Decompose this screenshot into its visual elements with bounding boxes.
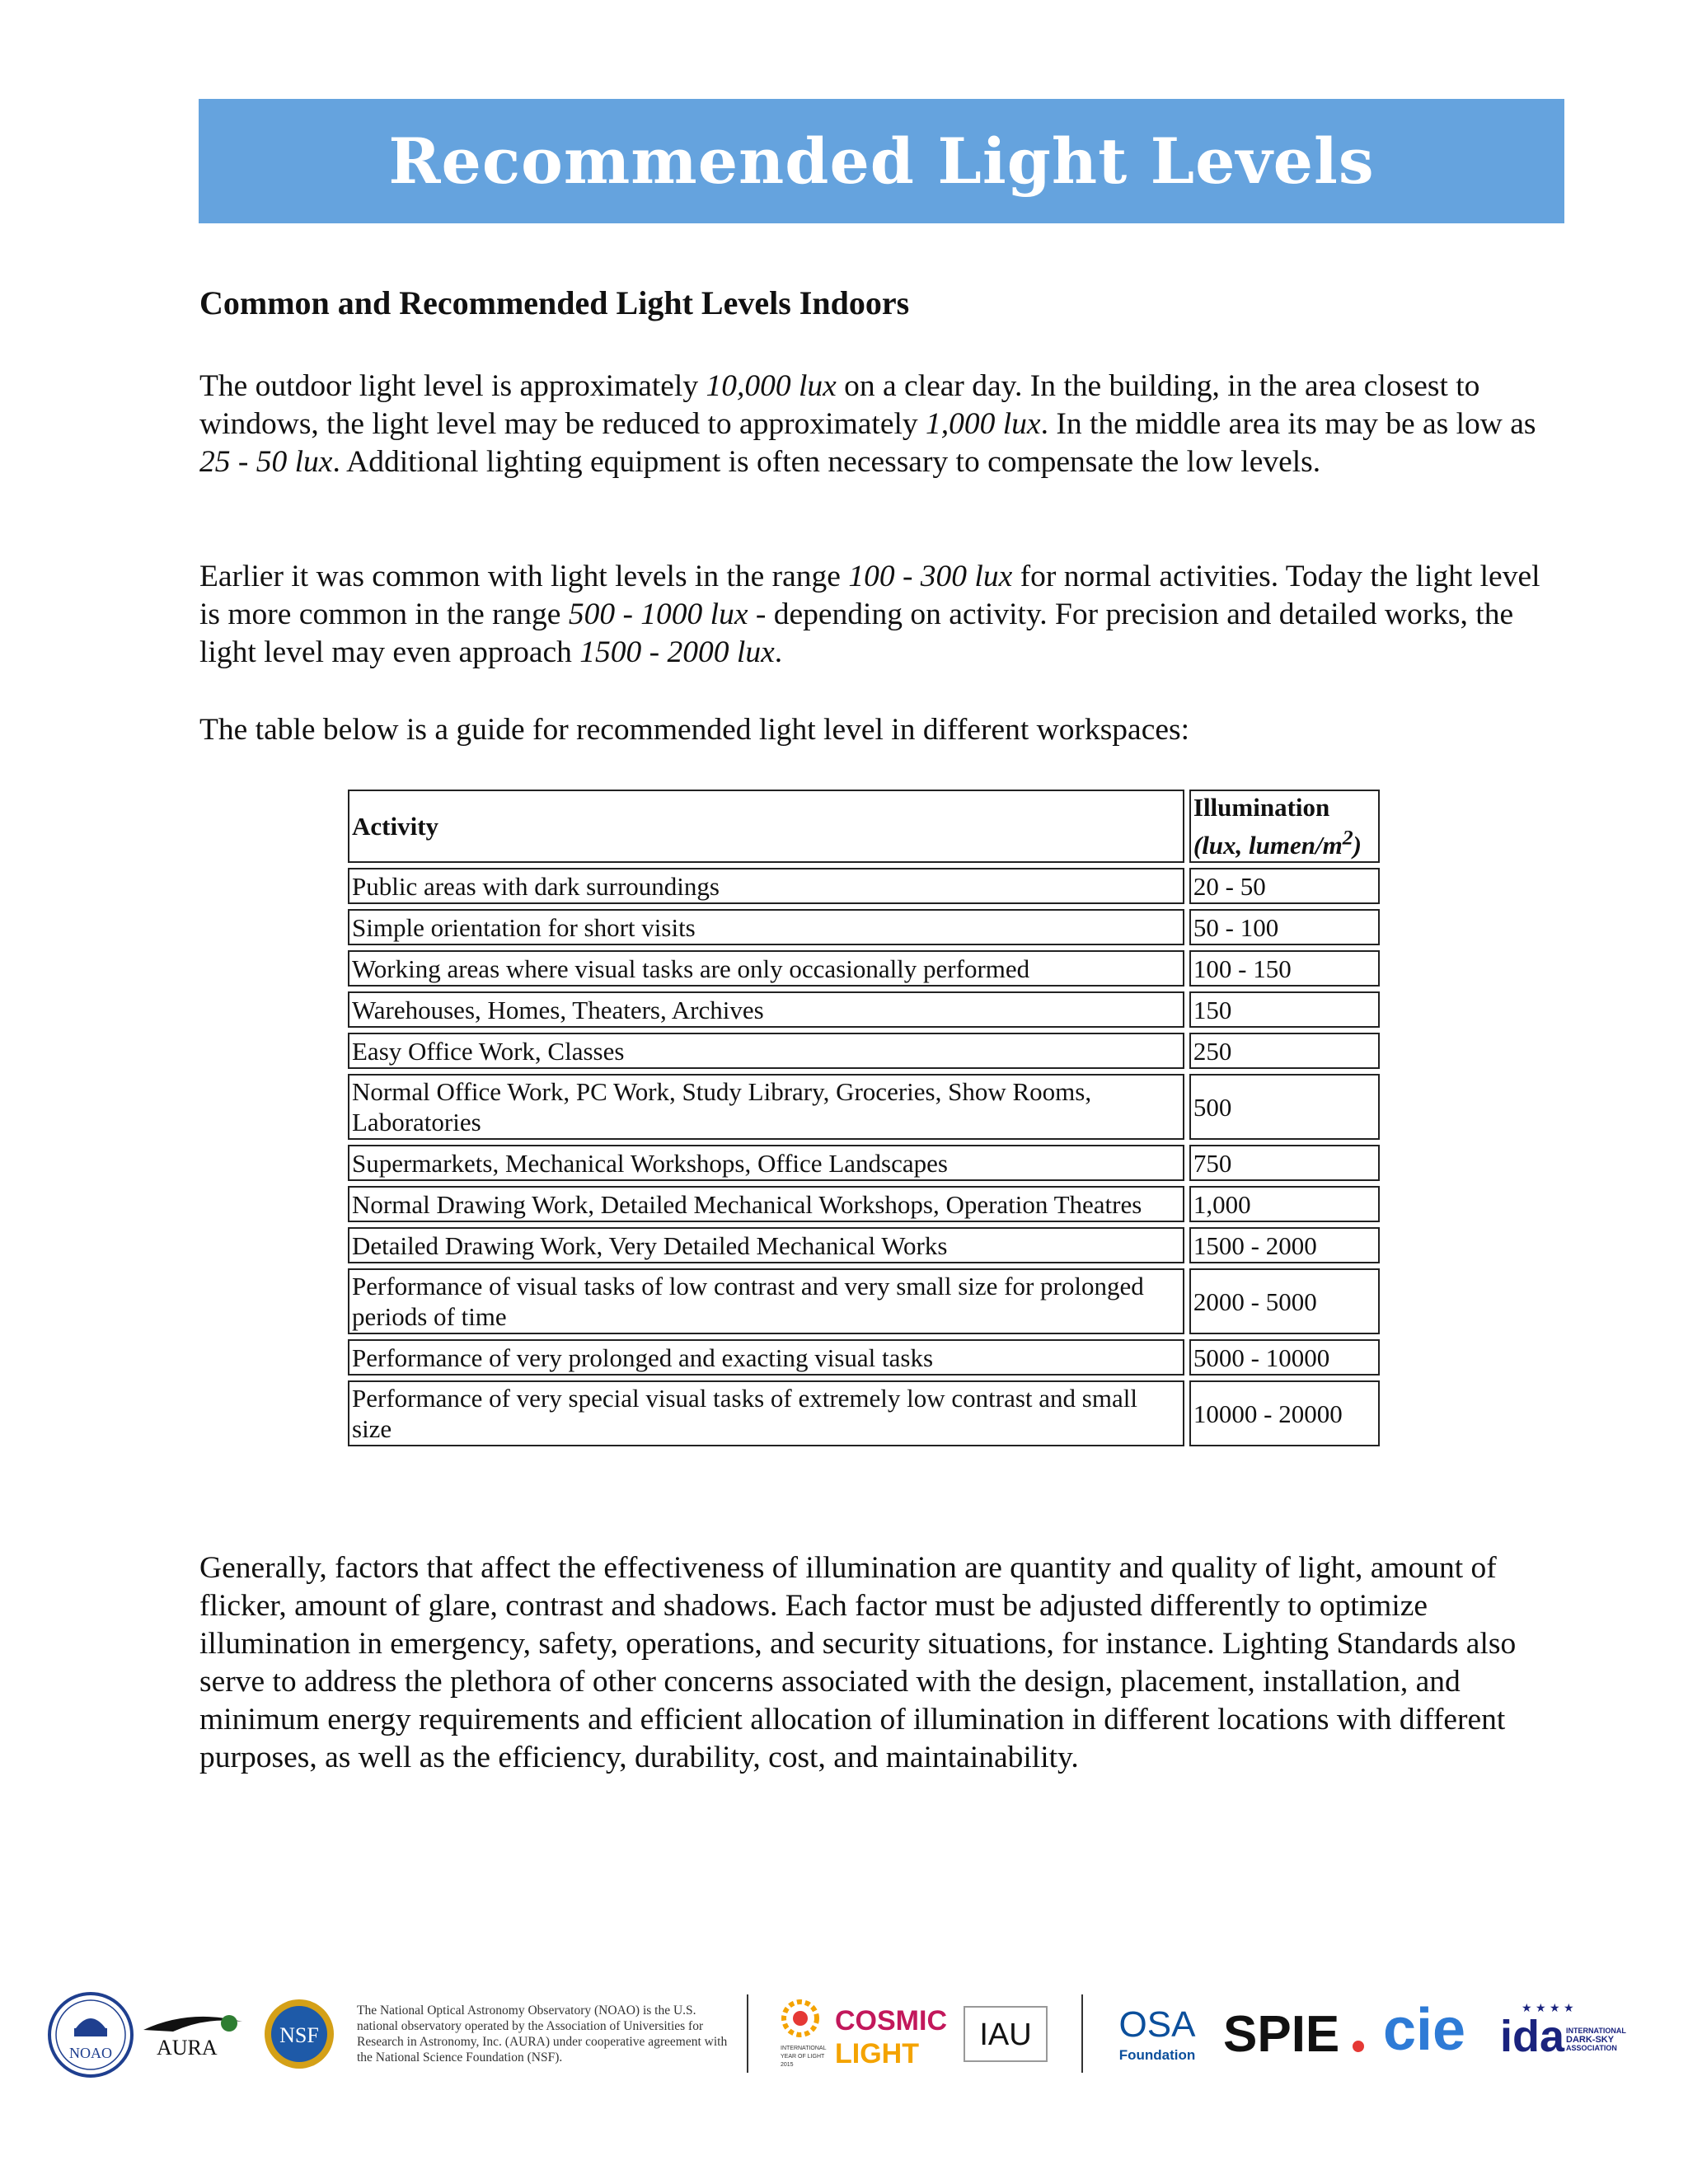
activity-cell: Warehouses, Homes, Theaters, Archives	[348, 991, 1184, 1028]
iyl-text-1: INTERNATIONAL	[781, 2046, 827, 2051]
text-run: . Additional lighting equipment is often necessary to compensate the low levels.	[332, 445, 1321, 479]
activity-cell: Supermarkets, Mechanical Workshops, Office Landscapes	[348, 1145, 1184, 1181]
iyl-text-2: YEAR OF LIGHT	[781, 2054, 825, 2060]
emphasis: 1,000 lux	[926, 407, 1041, 441]
table-row	[348, 1074, 1380, 1140]
ida-logo	[1498, 1994, 1630, 2068]
activity-cell: Normal Drawing Work, Detailed Mechanical Workshops, Operation Theatres	[348, 1186, 1184, 1222]
illumination-cell: 250	[1189, 1033, 1380, 1069]
factors-paragraph: Generally, factors that affect the effectiveness of illumination are quantity and quality of light, amount of flicker, amount of glare, contrast and shadows. Each factor must be adjusted differently to optimize illumination in emergency, safety, operations, and security situations, for instance. Lighting Standards also serve to address the plethora of other concerns associated with the design, placement, installation, and minimum energy requirements and efficient allocation of illumination in different locations with different purposes, as well as the efficiency, durability, cost, and maintainability.	[199, 1551, 1517, 1774]
footer	[0, 1966, 1688, 2089]
illumination-cell: 750	[1189, 1145, 1380, 1181]
table-row	[348, 1227, 1380, 1263]
activity-cell: Public areas with dark surroundings	[348, 868, 1184, 904]
ida-sub-2: DARK-SKY	[1566, 2035, 1615, 2045]
table-row	[348, 1268, 1380, 1334]
header-illumination-label: Illumination	[1193, 793, 1330, 822]
history-paragraph	[199, 558, 1551, 672]
text-run: on a clear day. In the building, in the area closest to windows, the light level may be reduced to approximately	[199, 369, 1480, 441]
activity-cell: Performance of very special visual tasks of extremely low contrast and small size	[348, 1380, 1184, 1446]
activity-cell: Normal Office Work, PC Work, Study Library, Groceries, Show Rooms, Laboratories	[348, 1074, 1184, 1140]
emphasis: 100 - 300 lux	[848, 560, 1013, 593]
cosmic-text: COSMIC	[835, 2005, 947, 2036]
text-run: for normal activities. Today the light level is more common in the range	[199, 560, 1540, 631]
illumination-cell: 1500 - 2000	[1189, 1227, 1380, 1263]
text-run: .	[774, 635, 783, 669]
table-intro-paragraph: The table below is a guide for recommended light level in different workspaces:	[199, 713, 1189, 747]
nsf-logo	[262, 1997, 336, 2071]
svg-text:★ ★ ★ ★: ★ ★ ★ ★	[1522, 2002, 1574, 2015]
header-illumination	[1189, 790, 1380, 863]
header-unit-text: (lux, lumen/m	[1193, 831, 1343, 860]
cie-logo	[1380, 1994, 1479, 2068]
noao-logo-text: NOAO	[69, 2045, 112, 2061]
table-row	[348, 1339, 1380, 1376]
nsf-logo-text: NSF	[279, 2023, 319, 2047]
footer-statement: The National Optical Astronomy Observatory (NOAO) is the U.S. national observatory operated by the Association of Universities for Research in Astronomy, Inc. (AURA) under cooperative agreement with the National Science Foundation (NSF).	[357, 2004, 728, 2064]
aura-logo	[140, 2005, 247, 2063]
noao-logo	[46, 1990, 135, 2079]
light-level-table	[343, 785, 1385, 1451]
iau-text: IAU	[979, 2018, 1032, 2052]
section-heading: Common and Recommended Light Levels Indoors	[199, 284, 910, 321]
page-title: Recommended Light Levels	[388, 124, 1375, 198]
illumination-cell: 100 - 150	[1189, 950, 1380, 987]
text-run: - depending on activity. For precision and detailed works, the light level may even approach	[199, 598, 1514, 669]
spie-logo	[1220, 1999, 1368, 2064]
emphasis: 500 - 1000 lux	[568, 598, 748, 631]
intro-paragraph	[199, 368, 1551, 481]
activity-cell: Working areas where visual tasks are only occasionally performed	[348, 950, 1184, 987]
cosmic-light-logo	[779, 1997, 947, 2073]
table-row	[348, 1145, 1380, 1181]
illumination-cell: 20 - 50	[1189, 868, 1380, 904]
illumination-cell: 10000 - 20000	[1189, 1380, 1380, 1446]
cie-text: cie	[1383, 1997, 1466, 2063]
illumination-cell: 500	[1189, 1074, 1380, 1140]
osa-text: OSA	[1118, 2004, 1196, 2045]
ida-sub-1: INTERNATIONAL	[1566, 2027, 1626, 2035]
activity-cell: Easy Office Work, Classes	[348, 1033, 1184, 1069]
iau-logo	[963, 2005, 1048, 2063]
text-run: Earlier it was common with light levels in the range	[199, 560, 849, 593]
activity-cell: Performance of visual tasks of low contrast and very small size for prolonged periods of time	[348, 1268, 1184, 1334]
activity-cell: Performance of very prolonged and exacting visual tasks	[348, 1339, 1184, 1376]
illumination-cell: 50 - 100	[1189, 909, 1380, 945]
iyl-text-3: 2015	[781, 2062, 794, 2068]
aura-logo-text: AURA	[157, 2036, 218, 2060]
header-unit-close: )	[1353, 831, 1362, 860]
illumination-cell: 2000 - 5000	[1189, 1268, 1380, 1334]
table-row	[348, 950, 1380, 987]
illumination-cell: 5000 - 10000	[1189, 1339, 1380, 1376]
osa-foundation-logo	[1108, 2000, 1207, 2068]
emphasis: 25 - 50 lux	[199, 445, 333, 479]
spie-text: SPIE	[1223, 2006, 1340, 2063]
emphasis: 10,000 lux	[706, 369, 837, 403]
text-run: The outdoor light level is approximately	[199, 369, 706, 403]
table-row	[348, 868, 1380, 904]
table-row	[348, 991, 1380, 1028]
footer-divider	[747, 1994, 748, 2073]
table-header-row	[348, 790, 1380, 863]
header-unit	[1193, 826, 1362, 860]
ida-text: ida	[1500, 2012, 1565, 2061]
text-run: . In the middle area its may be as low as	[1040, 407, 1536, 441]
table-body	[348, 868, 1380, 1446]
activity-cell: Detailed Drawing Work, Very Detailed Mechanical Works	[348, 1227, 1184, 1263]
light-text: LIGHT	[835, 2038, 919, 2069]
illumination-cell: 150	[1189, 991, 1380, 1028]
table-row	[348, 1033, 1380, 1069]
table-row	[348, 1380, 1380, 1446]
emphasis: 1500 - 2000 lux	[579, 635, 775, 669]
osa-sub-text: Foundation	[1118, 2047, 1196, 2063]
title-banner	[199, 99, 1564, 223]
header-unit-sup: 2	[1342, 826, 1353, 850]
activity-cell: Simple orientation for short visits	[348, 909, 1184, 945]
illumination-cell: 1,000	[1189, 1186, 1380, 1222]
header-activity: Activity	[348, 790, 1184, 863]
table-row	[348, 1186, 1380, 1222]
footer-divider	[1081, 1994, 1083, 2073]
ida-sub-3: ASSOCIATION	[1566, 2044, 1617, 2052]
table-row	[348, 909, 1380, 945]
